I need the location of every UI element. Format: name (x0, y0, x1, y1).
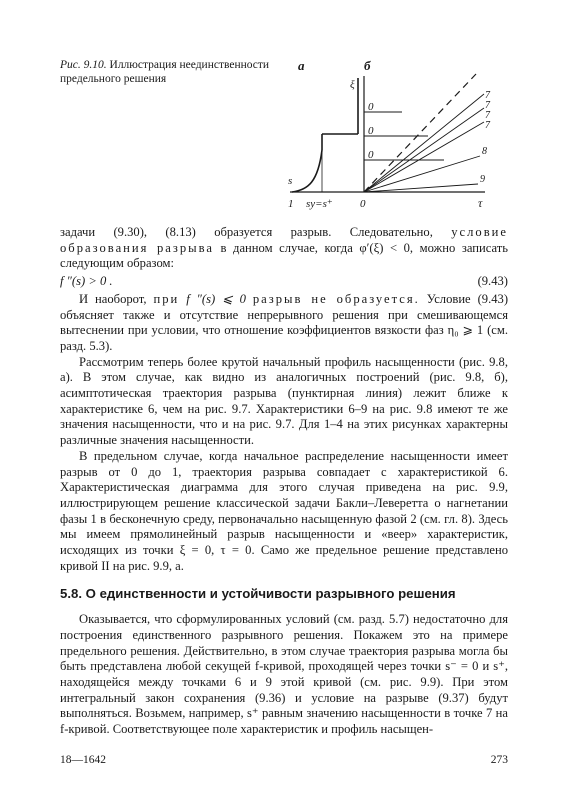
figure-9-10 (280, 50, 510, 215)
characteristic-9 (364, 184, 478, 192)
formula-number: (9.43) (477, 274, 508, 289)
paragraph: Оказывается, что сформулированных условий (см. разд. 5.7) недостаточно для построения единственного разрывного решения. Покажем это на примере предельного решения. Действительно, в этом случае траектория разрыва могла бы быть представлена любой секущей f-кривой, проходящей через точки s⁻ = 0 и s⁺, находящейся между точками 6 и 9 этой кривой (см. рис. 9.9). При этом интегральный закон сохранения (9.36) и условие на разрыве (9.37) будут выполняться. Возьмем, например, s⁺ равным значению насыщенности в точке 7 на f-кривой. Соответствующее поле характеристик и профиль насыщен- (60, 612, 508, 737)
page-footer (60, 754, 508, 766)
paragraph (60, 292, 508, 355)
panel-a (288, 78, 364, 210)
emphasized-text: условие образования разрыва (60, 225, 508, 255)
paragraph-text: Условие (9.43) объясняет также и отсутствие непрерывного решения при смешивающемся вытеснении при условии, что отношение коэффициентов вязкости фаз η₀ ⩾ 1 (см. разд. 5.3). (60, 291, 509, 353)
zero-label: 0 (368, 125, 374, 137)
page-number: 273 (490, 754, 508, 766)
section-heading: 5.8. О единственности и устойчивости разрывного решения (60, 586, 456, 602)
figure-caption (60, 58, 280, 86)
curve-label-7: 7 (485, 100, 490, 111)
figure-number: Рис. 9.10. (60, 59, 107, 71)
formula-text: f ″(s) > 0 . (60, 274, 113, 289)
paragraph (60, 225, 508, 272)
curve-label-7: 7 (485, 120, 490, 131)
panel-b-label: б (364, 58, 371, 73)
body-text (60, 225, 508, 738)
curve-label-7: 7 (485, 110, 490, 121)
zero-label: 0 (368, 101, 374, 113)
paragraph-text: задачи (9.30), (8.13) образуется разрыв. Следовательно, (60, 225, 433, 239)
emphasized-text: разрыв не образуется. (252, 291, 420, 306)
characteristic-7 (364, 122, 484, 192)
figure-caption-text: Иллюстрация неединственности предельного решения (60, 59, 270, 85)
characteristic-7 (364, 94, 484, 192)
origin-label: 0 (360, 198, 366, 210)
axis-tau-label: τ (478, 196, 483, 210)
zero-label: 0 (368, 149, 374, 161)
inline-formula: f ″(s) ⩽ 0 (186, 291, 246, 306)
formula-9-43 (60, 274, 508, 290)
label-one: 1 (288, 198, 294, 210)
axis-xi-label: ξ (350, 79, 355, 91)
curve-label-8: 8 (482, 146, 487, 157)
characteristic-7 (364, 108, 484, 192)
curve-label-7: 7 (485, 90, 490, 101)
paragraph-text: в данном случае, когда φ′(ξ) < 0, можно записать следующим образом: (60, 240, 508, 271)
panel-a-label: а (298, 58, 305, 73)
label-sy: sy=s⁺ (306, 198, 333, 210)
paragraph-text: И наоборот, (79, 291, 147, 306)
curve-label-9: 9 (480, 174, 485, 185)
saturation-curve (292, 150, 322, 192)
paragraph: Рассмотрим теперь более крутой начальный профиль насыщенности (рис. 9.8, а). В этом случае, как видно из аналогичных построений (рис. 9.8, б), асимптотическая траектория разрыва (пунктирная линия) лежит ближе к характеристике 6, чем на рис. 9.7. Характеристики 6–9 на рис. 9.8 имеют те же значения насыщенности, что и на рис. 9.7. Для 1–4 на этих рисунках характерны различные значения насыщенности. (60, 354, 508, 448)
emphasized-text: при (153, 291, 180, 306)
signature-mark: 18—1642 (60, 754, 106, 766)
label-s: s (288, 175, 293, 187)
paragraph: В предельном случае, когда начальное распределение насыщенности имеет разрыв от 0 до 1, траектория разрыва совпадает с характеристикой 6. Характеристическая диаграмма для этого случая приведена на рис. 9.9, иллюстрирующем решение классической задачи Бакли–Леверетта о нагнетании фазы 1 в бесконечную среду, первоначально насыщенную фазой 2 (см. гл. 8). Здесь мы имеем прямолинейный разрыв насыщенности и «веер» характеристик, исходящих из точки ξ = 0, τ = 0. Само же предельное решение представлено кривой II на рис. 9.9, а. (60, 448, 508, 573)
panel-b (360, 74, 491, 210)
